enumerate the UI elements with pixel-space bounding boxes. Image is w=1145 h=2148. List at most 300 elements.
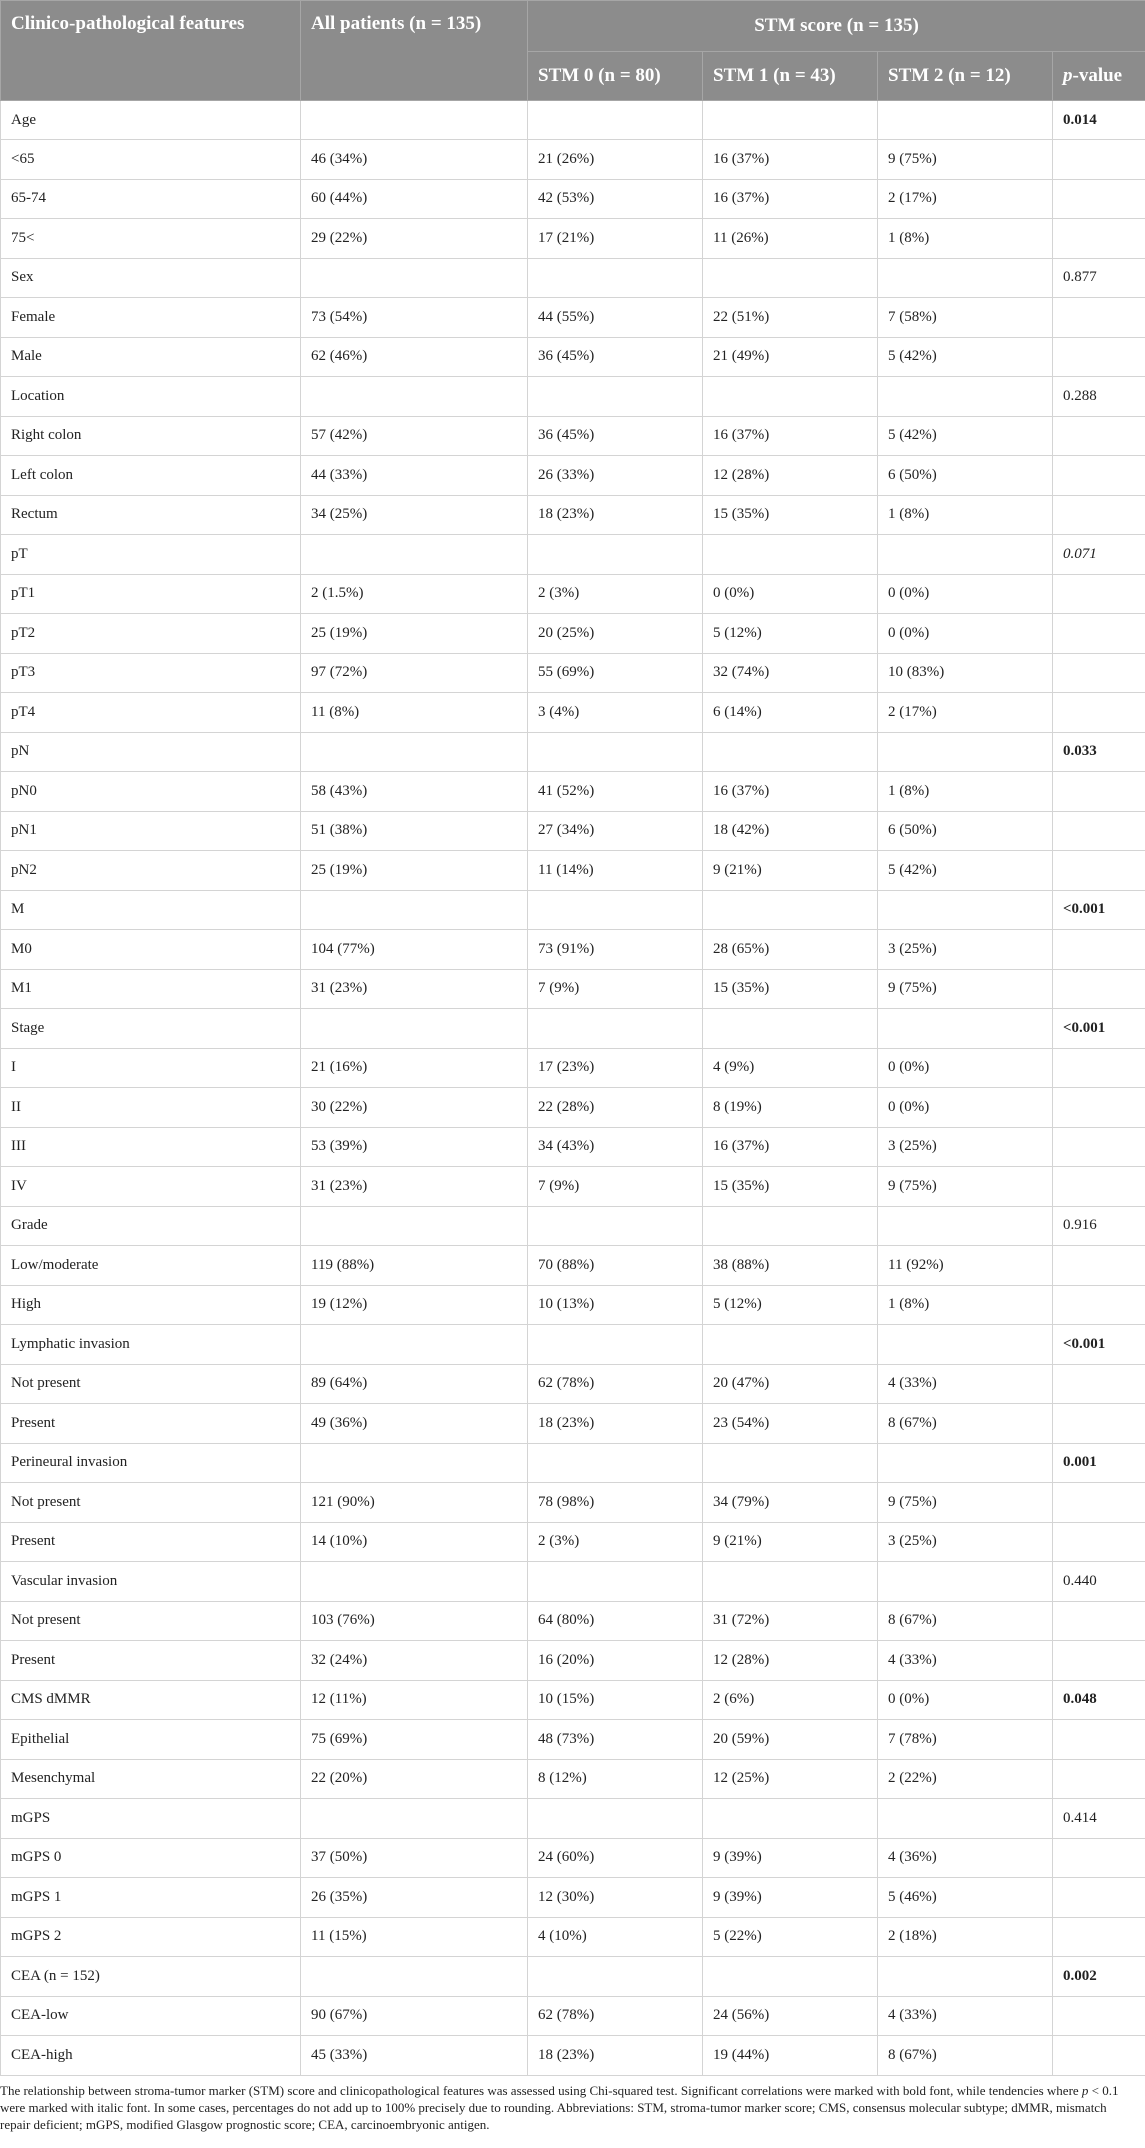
table-row bbox=[1, 456, 1145, 496]
feature-cell: pN2 bbox=[1, 851, 301, 891]
feature-cell: M0 bbox=[1, 930, 301, 970]
stm0-cell: 41 (52%) bbox=[528, 772, 703, 812]
stm1-cell: 16 (37%) bbox=[703, 140, 878, 180]
stm0-cell: 7 (9%) bbox=[528, 969, 703, 1009]
feature-cell: Female bbox=[1, 298, 301, 338]
table-row bbox=[1, 1878, 1145, 1918]
table-row bbox=[1, 337, 1145, 377]
header-p-value bbox=[1053, 52, 1145, 101]
feature-cell: M1 bbox=[1, 969, 301, 1009]
p-value-cell: 0.440 bbox=[1053, 1562, 1145, 1602]
stm0-cell bbox=[528, 377, 703, 417]
stm1-cell: 9 (21%) bbox=[703, 1522, 878, 1562]
stm2-cell: 1 (8%) bbox=[878, 219, 1053, 259]
stm1-cell: 5 (12%) bbox=[703, 1285, 878, 1325]
all-patients-cell: 2 (1.5%) bbox=[301, 574, 528, 614]
stm2-cell: 7 (78%) bbox=[878, 1720, 1053, 1760]
all-patients-cell: 119 (88%) bbox=[301, 1246, 528, 1286]
all-patients-cell bbox=[301, 258, 528, 298]
feature-cell: Left colon bbox=[1, 456, 301, 496]
all-patients-cell: 22 (20%) bbox=[301, 1759, 528, 1799]
feature-cell: Male bbox=[1, 337, 301, 377]
p-letter: p bbox=[1063, 65, 1073, 86]
all-patients-cell: 51 (38%) bbox=[301, 811, 528, 851]
stm2-cell: 0 (0%) bbox=[878, 1048, 1053, 1088]
all-patients-cell: 121 (90%) bbox=[301, 1483, 528, 1523]
all-patients-cell: 58 (43%) bbox=[301, 772, 528, 812]
table-row bbox=[1, 1799, 1145, 1839]
table-row bbox=[1, 1641, 1145, 1681]
stm1-cell: 16 (37%) bbox=[703, 179, 878, 219]
stm2-cell: 2 (18%) bbox=[878, 1917, 1053, 1957]
all-patients-cell bbox=[301, 1443, 528, 1483]
all-patients-cell: 31 (23%) bbox=[301, 969, 528, 1009]
stm0-cell: 24 (60%) bbox=[528, 1838, 703, 1878]
feature-cell: pN0 bbox=[1, 772, 301, 812]
stm1-cell bbox=[703, 1009, 878, 1049]
stm0-cell: 44 (55%) bbox=[528, 298, 703, 338]
feature-cell: Present bbox=[1, 1641, 301, 1681]
stm0-cell bbox=[528, 101, 703, 140]
table-row bbox=[1, 377, 1145, 417]
stm0-cell: 21 (26%) bbox=[528, 140, 703, 180]
feature-cell: Not present bbox=[1, 1364, 301, 1404]
p-value-cell: <0.001 bbox=[1053, 890, 1145, 930]
p-value-cell bbox=[1053, 1917, 1145, 1957]
table-row bbox=[1, 1246, 1145, 1286]
stm1-cell: 16 (37%) bbox=[703, 1127, 878, 1167]
p-value-cell bbox=[1053, 1720, 1145, 1760]
p-value-cell bbox=[1053, 1878, 1145, 1918]
stm0-cell: 4 (10%) bbox=[528, 1917, 703, 1957]
stm1-cell bbox=[703, 890, 878, 930]
p-value-cell bbox=[1053, 693, 1145, 733]
stm0-cell: 42 (53%) bbox=[528, 179, 703, 219]
stm0-cell: 10 (15%) bbox=[528, 1680, 703, 1720]
feature-cell: Stage bbox=[1, 1009, 301, 1049]
feature-cell: CEA-high bbox=[1, 2036, 301, 2076]
table-row bbox=[1, 1680, 1145, 1720]
feature-cell: 75< bbox=[1, 219, 301, 259]
table-footnote bbox=[0, 2076, 1145, 2133]
stm0-cell: 2 (3%) bbox=[528, 1522, 703, 1562]
stm0-cell: 12 (30%) bbox=[528, 1878, 703, 1918]
stm1-cell bbox=[703, 732, 878, 772]
stm0-cell: 7 (9%) bbox=[528, 1167, 703, 1207]
stm2-cell: 5 (42%) bbox=[878, 337, 1053, 377]
stm1-cell: 5 (12%) bbox=[703, 614, 878, 654]
p-value-cell bbox=[1053, 811, 1145, 851]
stm1-cell: 8 (19%) bbox=[703, 1088, 878, 1128]
p-value-cell bbox=[1053, 772, 1145, 812]
stm0-cell: 36 (45%) bbox=[528, 416, 703, 456]
all-patients-cell: 11 (15%) bbox=[301, 1917, 528, 1957]
stm0-cell bbox=[528, 1957, 703, 1997]
table-row bbox=[1, 1048, 1145, 1088]
stm1-cell bbox=[703, 101, 878, 140]
all-patients-cell: 73 (54%) bbox=[301, 298, 528, 338]
all-patients-cell: 53 (39%) bbox=[301, 1127, 528, 1167]
feature-cell: III bbox=[1, 1127, 301, 1167]
all-patients-cell: 75 (69%) bbox=[301, 1720, 528, 1760]
p-value-cell: 0.033 bbox=[1053, 732, 1145, 772]
stm2-cell bbox=[878, 1957, 1053, 1997]
p-value-cell bbox=[1053, 416, 1145, 456]
table-row bbox=[1, 1404, 1145, 1444]
table-row bbox=[1, 1996, 1145, 2036]
table-row bbox=[1, 1325, 1145, 1365]
all-patients-cell: 29 (22%) bbox=[301, 219, 528, 259]
stm1-cell: 32 (74%) bbox=[703, 653, 878, 693]
p-value-cell bbox=[1053, 653, 1145, 693]
all-patients-cell: 97 (72%) bbox=[301, 653, 528, 693]
stm1-cell: 31 (72%) bbox=[703, 1601, 878, 1641]
p-value-cell bbox=[1053, 1838, 1145, 1878]
all-patients-cell: 19 (12%) bbox=[301, 1285, 528, 1325]
all-patients-cell: 25 (19%) bbox=[301, 614, 528, 654]
p-value-cell bbox=[1053, 574, 1145, 614]
feature-cell: CEA (n = 152) bbox=[1, 1957, 301, 1997]
table-row bbox=[1, 2036, 1145, 2076]
all-patients-cell: 12 (11%) bbox=[301, 1680, 528, 1720]
table-row bbox=[1, 890, 1145, 930]
table-row bbox=[1, 1443, 1145, 1483]
feature-cell: CMS dMMR bbox=[1, 1680, 301, 1720]
stm2-cell: 3 (25%) bbox=[878, 1522, 1053, 1562]
table-row bbox=[1, 811, 1145, 851]
feature-cell: pT3 bbox=[1, 653, 301, 693]
table-row bbox=[1, 1838, 1145, 1878]
table-row bbox=[1, 1601, 1145, 1641]
p-value-cell bbox=[1053, 1996, 1145, 2036]
stm2-cell: 0 (0%) bbox=[878, 614, 1053, 654]
p-value-cell bbox=[1053, 1601, 1145, 1641]
stm1-cell bbox=[703, 377, 878, 417]
p-value-cell bbox=[1053, 1759, 1145, 1799]
table-row bbox=[1, 1127, 1145, 1167]
stm1-cell bbox=[703, 1799, 878, 1839]
stm2-cell: 9 (75%) bbox=[878, 1167, 1053, 1207]
p-value-cell bbox=[1053, 456, 1145, 496]
feature-cell: Rectum bbox=[1, 495, 301, 535]
feature-cell: Epithelial bbox=[1, 1720, 301, 1760]
feature-cell: 65-74 bbox=[1, 179, 301, 219]
table-row bbox=[1, 298, 1145, 338]
stm0-cell: 3 (4%) bbox=[528, 693, 703, 733]
stm2-cell bbox=[878, 732, 1053, 772]
stm0-cell: 48 (73%) bbox=[528, 1720, 703, 1760]
stm0-cell: 8 (12%) bbox=[528, 1759, 703, 1799]
all-patients-cell: 32 (24%) bbox=[301, 1641, 528, 1681]
stm1-cell: 21 (49%) bbox=[703, 337, 878, 377]
stm2-cell: 2 (17%) bbox=[878, 179, 1053, 219]
feature-cell: pN1 bbox=[1, 811, 301, 851]
stm0-cell: 62 (78%) bbox=[528, 1996, 703, 2036]
stm2-cell bbox=[878, 1799, 1053, 1839]
stm1-cell: 9 (21%) bbox=[703, 851, 878, 891]
stm0-cell bbox=[528, 1206, 703, 1246]
stm0-cell: 2 (3%) bbox=[528, 574, 703, 614]
p-value-cell bbox=[1053, 219, 1145, 259]
all-patients-cell: 103 (76%) bbox=[301, 1601, 528, 1641]
stm2-cell bbox=[878, 1009, 1053, 1049]
p-value-cell: <0.001 bbox=[1053, 1325, 1145, 1365]
table-row bbox=[1, 179, 1145, 219]
header-stm2: STM 2 (n = 12) bbox=[878, 52, 1053, 101]
stm0-cell: 26 (33%) bbox=[528, 456, 703, 496]
p-value-cell: 0.001 bbox=[1053, 1443, 1145, 1483]
stm0-cell bbox=[528, 732, 703, 772]
p-value-cell bbox=[1053, 1048, 1145, 1088]
p-value-cell bbox=[1053, 851, 1145, 891]
feature-cell: pT bbox=[1, 535, 301, 575]
stm2-cell: 4 (33%) bbox=[878, 1364, 1053, 1404]
all-patients-cell: 21 (16%) bbox=[301, 1048, 528, 1088]
table-body bbox=[1, 101, 1145, 2076]
stm2-cell: 3 (25%) bbox=[878, 1127, 1053, 1167]
stm1-cell bbox=[703, 1325, 878, 1365]
table-row bbox=[1, 930, 1145, 970]
feature-cell: Mesenchymal bbox=[1, 1759, 301, 1799]
p-value-cell bbox=[1053, 1167, 1145, 1207]
table-row bbox=[1, 535, 1145, 575]
stm2-cell: 3 (25%) bbox=[878, 930, 1053, 970]
table-row bbox=[1, 219, 1145, 259]
table-header bbox=[1, 1, 1145, 101]
stm2-cell bbox=[878, 1443, 1053, 1483]
all-patients-cell: 45 (33%) bbox=[301, 2036, 528, 2076]
p-value-cell: <0.001 bbox=[1053, 1009, 1145, 1049]
table-row bbox=[1, 653, 1145, 693]
stm1-cell: 20 (47%) bbox=[703, 1364, 878, 1404]
feature-cell: <65 bbox=[1, 140, 301, 180]
p-value-cell bbox=[1053, 1364, 1145, 1404]
all-patients-cell: 34 (25%) bbox=[301, 495, 528, 535]
stm0-cell: 17 (21%) bbox=[528, 219, 703, 259]
header-stm-score: STM score (n = 135) bbox=[528, 1, 1145, 52]
stm2-cell bbox=[878, 1562, 1053, 1602]
stm1-cell bbox=[703, 258, 878, 298]
table-row bbox=[1, 732, 1145, 772]
stm2-cell bbox=[878, 101, 1053, 140]
stm1-cell bbox=[703, 1957, 878, 1997]
feature-cell: IV bbox=[1, 1167, 301, 1207]
stm1-cell: 18 (42%) bbox=[703, 811, 878, 851]
all-patients-cell: 26 (35%) bbox=[301, 1878, 528, 1918]
stm1-cell: 15 (35%) bbox=[703, 1167, 878, 1207]
stm1-cell: 15 (35%) bbox=[703, 969, 878, 1009]
stm0-cell: 64 (80%) bbox=[528, 1601, 703, 1641]
stm0-cell: 20 (25%) bbox=[528, 614, 703, 654]
all-patients-cell: 62 (46%) bbox=[301, 337, 528, 377]
feature-cell: Right colon bbox=[1, 416, 301, 456]
all-patients-cell bbox=[301, 1206, 528, 1246]
p-value-cell bbox=[1053, 1483, 1145, 1523]
feature-cell: I bbox=[1, 1048, 301, 1088]
feature-cell: Location bbox=[1, 377, 301, 417]
p-value-cell bbox=[1053, 2036, 1145, 2076]
table-row bbox=[1, 1364, 1145, 1404]
header-features: Clinico-pathological features bbox=[1, 1, 301, 101]
feature-cell: Not present bbox=[1, 1601, 301, 1641]
table-row bbox=[1, 1206, 1145, 1246]
all-patients-cell bbox=[301, 890, 528, 930]
table-row bbox=[1, 1720, 1145, 1760]
stm0-cell bbox=[528, 1562, 703, 1602]
p-value-cell bbox=[1053, 495, 1145, 535]
p-value-cell: 0.002 bbox=[1053, 1957, 1145, 1997]
stm0-cell: 11 (14%) bbox=[528, 851, 703, 891]
stm0-cell: 18 (23%) bbox=[528, 495, 703, 535]
stm0-cell bbox=[528, 1799, 703, 1839]
p-value-cell: 0.414 bbox=[1053, 1799, 1145, 1839]
stm1-cell: 15 (35%) bbox=[703, 495, 878, 535]
p-value-cell bbox=[1053, 1641, 1145, 1681]
stm0-cell bbox=[528, 535, 703, 575]
stm0-cell: 18 (23%) bbox=[528, 2036, 703, 2076]
all-patients-cell: 49 (36%) bbox=[301, 1404, 528, 1444]
table-row bbox=[1, 1759, 1145, 1799]
all-patients-cell: 104 (77%) bbox=[301, 930, 528, 970]
stm0-cell: 55 (69%) bbox=[528, 653, 703, 693]
feature-cell: Present bbox=[1, 1522, 301, 1562]
stm1-cell: 23 (54%) bbox=[703, 1404, 878, 1444]
feature-cell: Present bbox=[1, 1404, 301, 1444]
p-value-cell bbox=[1053, 179, 1145, 219]
stm1-cell bbox=[703, 1443, 878, 1483]
p-value-cell bbox=[1053, 140, 1145, 180]
all-patients-cell: 46 (34%) bbox=[301, 140, 528, 180]
stm0-cell: 70 (88%) bbox=[528, 1246, 703, 1286]
stm0-cell bbox=[528, 1325, 703, 1365]
table-row bbox=[1, 1088, 1145, 1128]
stm2-cell bbox=[878, 377, 1053, 417]
all-patients-cell: 90 (67%) bbox=[301, 1996, 528, 2036]
table-row bbox=[1, 101, 1145, 140]
feature-cell: mGPS 2 bbox=[1, 1917, 301, 1957]
footnote-part1: The relationship between stroma-tumor marker (STM) score and clinicopathological features was assessed using Chi-squared test. Significant correlations were marked with bold font, while tendencies where bbox=[0, 2082, 1082, 2098]
stm1-cell bbox=[703, 1562, 878, 1602]
all-patients-cell: 30 (22%) bbox=[301, 1088, 528, 1128]
stm2-cell: 6 (50%) bbox=[878, 811, 1053, 851]
stm2-cell bbox=[878, 258, 1053, 298]
stm2-cell: 8 (67%) bbox=[878, 1404, 1053, 1444]
stm2-cell: 1 (8%) bbox=[878, 495, 1053, 535]
footnote-part2: < 0.1 were marked with italic font. In some cases, percentages do not add up to 100% precisely due to rounding. Abbreviations: STM, stroma-tumor marker score; CMS, consensus molecular subtype; dMMR, mismatch repair deficient; mGPS, modified Glasgow prognostic score; CEA, carcinoembryonic antigen. bbox=[0, 2082, 1119, 2132]
stm1-cell: 16 (37%) bbox=[703, 772, 878, 812]
stm1-cell: 12 (28%) bbox=[703, 456, 878, 496]
p-value-cell bbox=[1053, 337, 1145, 377]
all-patients-cell bbox=[301, 1009, 528, 1049]
all-patients-cell: 31 (23%) bbox=[301, 1167, 528, 1207]
all-patients-cell bbox=[301, 1957, 528, 1997]
header-stm1: STM 1 (n = 43) bbox=[703, 52, 878, 101]
p-value-cell bbox=[1053, 969, 1145, 1009]
feature-cell: Perineural invasion bbox=[1, 1443, 301, 1483]
stm2-cell: 5 (46%) bbox=[878, 1878, 1053, 1918]
stm1-cell bbox=[703, 1206, 878, 1246]
feature-cell: pT2 bbox=[1, 614, 301, 654]
stm1-cell: 12 (25%) bbox=[703, 1759, 878, 1799]
stm0-cell: 73 (91%) bbox=[528, 930, 703, 970]
feature-cell: mGPS bbox=[1, 1799, 301, 1839]
stm2-cell: 4 (33%) bbox=[878, 1996, 1053, 2036]
stm1-cell: 0 (0%) bbox=[703, 574, 878, 614]
p-suffix: -value bbox=[1072, 65, 1123, 86]
all-patients-cell bbox=[301, 535, 528, 575]
stm1-cell: 4 (9%) bbox=[703, 1048, 878, 1088]
feature-cell: Low/moderate bbox=[1, 1246, 301, 1286]
stm2-cell: 5 (42%) bbox=[878, 851, 1053, 891]
table-row bbox=[1, 969, 1145, 1009]
stm1-cell: 34 (79%) bbox=[703, 1483, 878, 1523]
stm2-cell: 6 (50%) bbox=[878, 456, 1053, 496]
stm2-cell: 2 (22%) bbox=[878, 1759, 1053, 1799]
table-row bbox=[1, 1009, 1145, 1049]
stm1-cell: 6 (14%) bbox=[703, 693, 878, 733]
all-patients-cell: 60 (44%) bbox=[301, 179, 528, 219]
table-row bbox=[1, 772, 1145, 812]
p-value-cell bbox=[1053, 1404, 1145, 1444]
table-row bbox=[1, 495, 1145, 535]
table-row bbox=[1, 1957, 1145, 1997]
all-patients-cell bbox=[301, 732, 528, 772]
p-value-cell: 0.877 bbox=[1053, 258, 1145, 298]
table-row bbox=[1, 1562, 1145, 1602]
feature-cell: mGPS 1 bbox=[1, 1878, 301, 1918]
stm0-cell bbox=[528, 1443, 703, 1483]
stm2-cell: 8 (67%) bbox=[878, 1601, 1053, 1641]
table-row bbox=[1, 851, 1145, 891]
feature-cell: II bbox=[1, 1088, 301, 1128]
p-value-cell bbox=[1053, 614, 1145, 654]
p-value-cell bbox=[1053, 1088, 1145, 1128]
stm2-cell bbox=[878, 535, 1053, 575]
table-row bbox=[1, 416, 1145, 456]
all-patients-cell bbox=[301, 377, 528, 417]
stm0-cell bbox=[528, 890, 703, 930]
stm2-cell: 0 (0%) bbox=[878, 574, 1053, 614]
p-value-cell bbox=[1053, 1285, 1145, 1325]
stm2-cell: 10 (83%) bbox=[878, 653, 1053, 693]
p-value-cell bbox=[1053, 1127, 1145, 1167]
stm1-cell: 38 (88%) bbox=[703, 1246, 878, 1286]
feature-cell: pT4 bbox=[1, 693, 301, 733]
table-row bbox=[1, 1285, 1145, 1325]
table-row bbox=[1, 1522, 1145, 1562]
all-patients-cell: 14 (10%) bbox=[301, 1522, 528, 1562]
stm1-cell: 11 (26%) bbox=[703, 219, 878, 259]
stm0-cell: 16 (20%) bbox=[528, 1641, 703, 1681]
header-stm0: STM 0 (n = 80) bbox=[528, 52, 703, 101]
stm0-cell: 22 (28%) bbox=[528, 1088, 703, 1128]
p-value-cell bbox=[1053, 930, 1145, 970]
stm1-cell: 28 (65%) bbox=[703, 930, 878, 970]
stm2-cell: 9 (75%) bbox=[878, 969, 1053, 1009]
stm0-cell bbox=[528, 258, 703, 298]
all-patients-cell bbox=[301, 1562, 528, 1602]
stm2-cell: 5 (42%) bbox=[878, 416, 1053, 456]
table-row bbox=[1, 258, 1145, 298]
table-row bbox=[1, 574, 1145, 614]
p-value-cell: 0.071 bbox=[1053, 535, 1145, 575]
table-row bbox=[1, 1917, 1145, 1957]
stm0-cell: 78 (98%) bbox=[528, 1483, 703, 1523]
stm0-cell: 27 (34%) bbox=[528, 811, 703, 851]
table-row bbox=[1, 140, 1145, 180]
feature-cell: Age bbox=[1, 101, 301, 140]
stm0-cell: 36 (45%) bbox=[528, 337, 703, 377]
